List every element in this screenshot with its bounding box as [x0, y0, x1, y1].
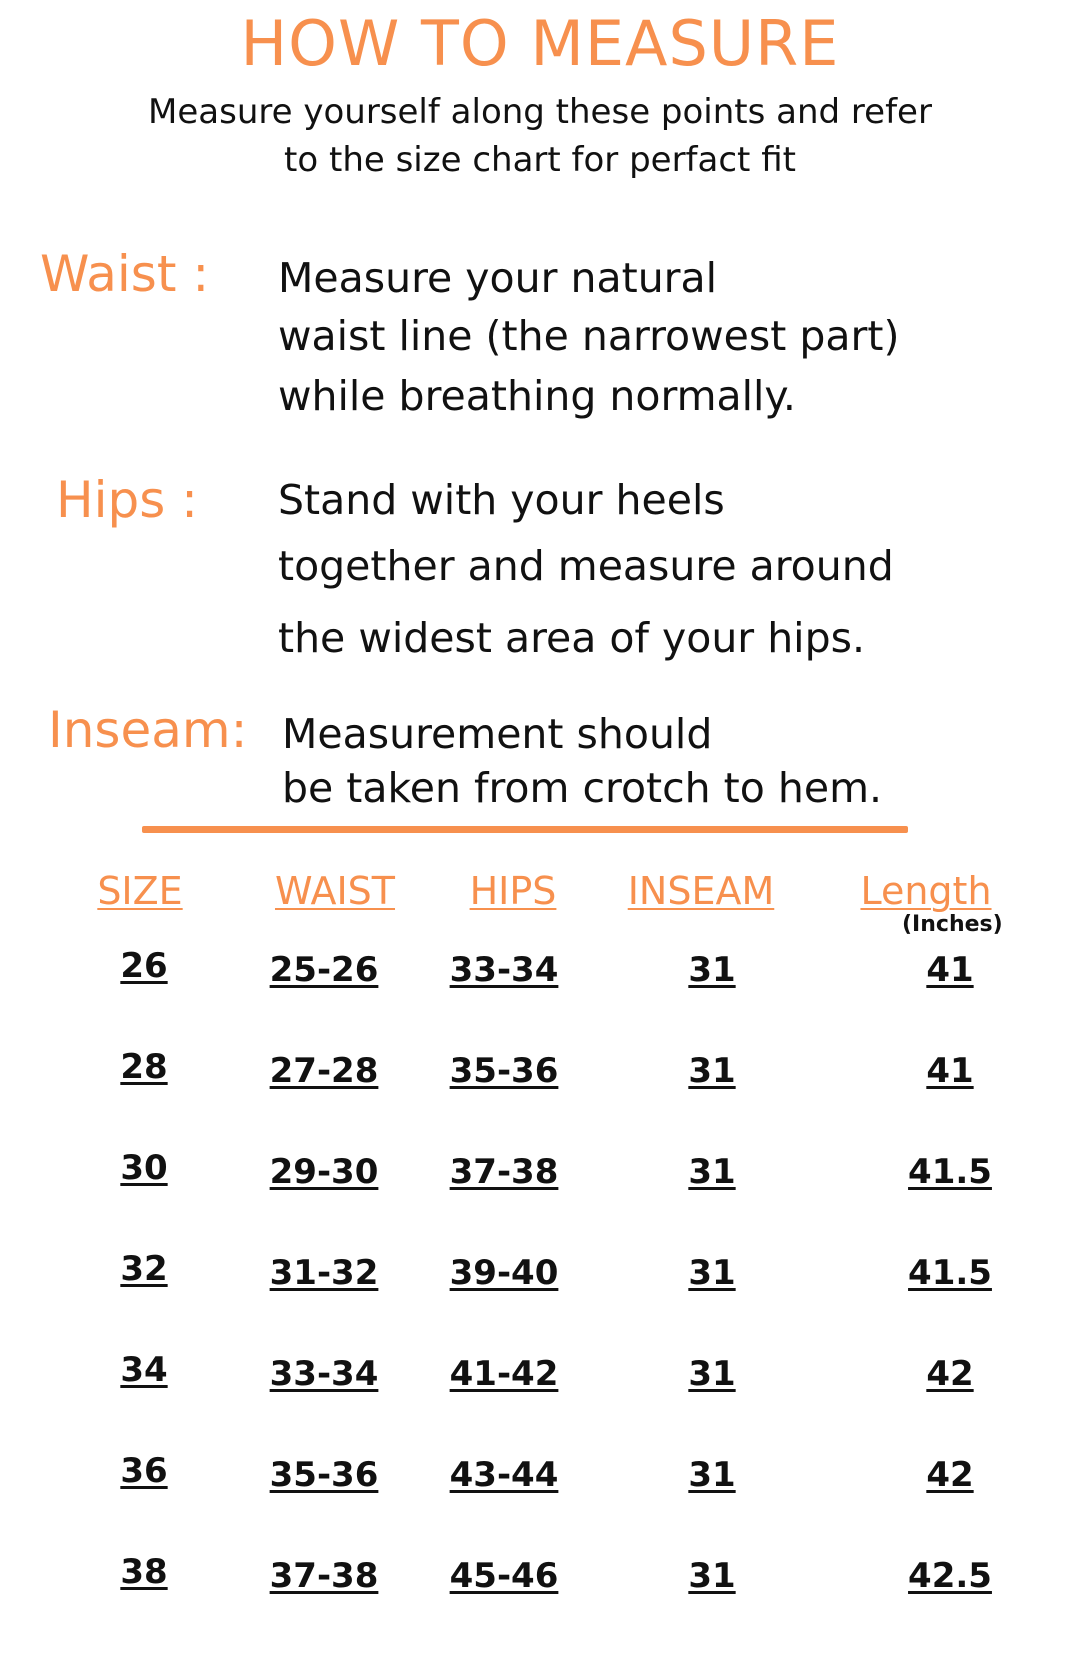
cell-length: 42 — [926, 1354, 974, 1394]
cell-waist: 35-36 — [269, 1455, 379, 1495]
cell-hips: 43-44 — [449, 1455, 559, 1495]
cell-waist: 31-32 — [269, 1253, 379, 1293]
cell-hips: 33-34 — [449, 950, 559, 990]
cell-waist: 33-34 — [269, 1354, 379, 1394]
cell-inseam: 31 — [688, 1253, 736, 1293]
waist-description-line-1: Measure your natural — [278, 254, 718, 302]
cell-size: 36 — [120, 1451, 168, 1491]
hips-description-line-1: Stand with your heels — [278, 476, 725, 524]
cell-hips: 35-36 — [449, 1051, 559, 1091]
cell-length: 42 — [926, 1455, 974, 1495]
cell-inseam: 31 — [688, 1152, 736, 1192]
header-size: SIZE — [97, 869, 183, 913]
cell-length: 42.5 — [908, 1556, 992, 1596]
header-length: Length — [860, 869, 992, 913]
cell-size: 32 — [120, 1249, 168, 1289]
cell-inseam: 31 — [688, 1051, 736, 1091]
cell-inseam: 31 — [688, 1455, 736, 1495]
cell-waist: 25-26 — [269, 950, 379, 990]
cell-length: 41 — [926, 950, 974, 990]
hips-label: Hips : — [56, 471, 199, 529]
header-hips: HIPS — [469, 869, 557, 913]
cell-size: 34 — [120, 1350, 168, 1390]
cell-hips: 45-46 — [449, 1556, 559, 1596]
cell-size: 30 — [120, 1148, 168, 1188]
inseam-description-line-1: Measurement should — [282, 710, 713, 758]
cell-hips: 41-42 — [449, 1354, 559, 1394]
inseam-description-line-2: be taken from crotch to hem. — [282, 764, 883, 812]
page-subtitle — [40, 88, 1040, 184]
waist-description-line-3: while breathing normally. — [278, 372, 796, 420]
cell-size: 26 — [120, 946, 168, 986]
inseam-label: Inseam: — [48, 701, 248, 759]
waist-label: Waist : — [40, 245, 210, 303]
waist-description-line-2: waist line (the narrowest part) — [278, 312, 900, 360]
cell-hips: 39-40 — [449, 1253, 559, 1293]
cell-length: 41 — [926, 1051, 974, 1091]
hips-description-line-3: the widest area of your hips. — [278, 614, 865, 662]
subtitle-line-1: Measure yourself along these points and refer — [148, 92, 932, 132]
header-inseam: INSEAM — [627, 869, 775, 913]
header-waist: WAIST — [274, 869, 396, 913]
cell-length: 41.5 — [908, 1152, 992, 1192]
page-title: HOW TO MEASURE — [240, 7, 840, 80]
subtitle-line-2: to the size chart for perfact fit — [284, 140, 796, 180]
cell-waist: 29-30 — [269, 1152, 379, 1192]
cell-hips: 37-38 — [449, 1152, 559, 1192]
cell-inseam: 31 — [688, 1354, 736, 1394]
section-divider — [142, 826, 908, 833]
cell-inseam: 31 — [688, 1556, 736, 1596]
length-units: (Inches) — [902, 912, 1003, 937]
cell-waist: 37-38 — [269, 1556, 379, 1596]
cell-length: 41.5 — [908, 1253, 992, 1293]
cell-inseam: 31 — [688, 950, 736, 990]
hips-description-line-2: together and measure around — [278, 542, 894, 590]
cell-waist: 27-28 — [269, 1051, 379, 1091]
cell-size: 28 — [120, 1047, 168, 1087]
cell-size: 38 — [120, 1552, 168, 1592]
